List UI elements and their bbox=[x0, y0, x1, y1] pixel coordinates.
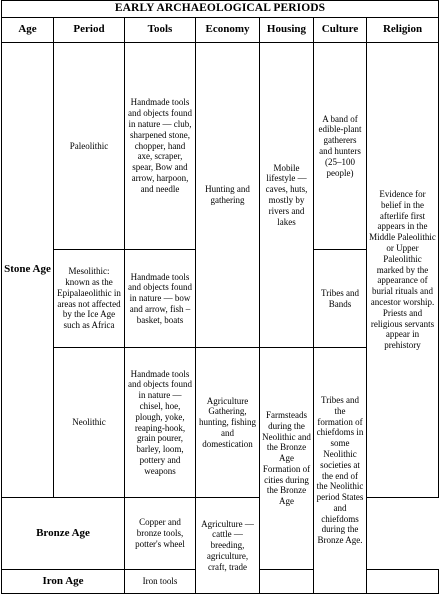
header-period: Period bbox=[54, 18, 125, 43]
cell-culture-mesolithic: Tribes and Bands bbox=[314, 250, 367, 348]
table-row-bronze-age bbox=[2, 498, 439, 570]
cell-religion: Evidence for belief in the afterlife first appears in the Middle Paleolithic or Upper Paleolithic marked by the appearance of burial rituals and ancestor worship. Priests and religious servants appear in prehistory bbox=[367, 43, 439, 498]
header-housing: Housing bbox=[260, 18, 314, 43]
cell-economy-bronze: Agriculture — cattle — breeding, agriculture, craft, trade bbox=[196, 498, 260, 594]
table-title: EARLY ARCHAEOLOGICAL PERIODS bbox=[2, 1, 439, 18]
periods-table bbox=[1, 0, 439, 594]
table-row-paleolithic bbox=[2, 43, 439, 250]
cell-tools-paleolithic: Handmade tools and objects found in nature — club, sharpened stone, chopper, hand axe, scraper, spear, Bow and arrow, harpoon, and needle bbox=[125, 43, 196, 250]
cell-culture-chiefdoms: Tribes and the formation of chiefdoms in some Neolithic societies at the end of the Neolithic period States and chiefdoms during the Bronze Age. bbox=[314, 348, 367, 594]
cell-housing-farmsteads: Farmsteads during the Neolithic and the Bronze Age Formation of cities during the Bronze Age bbox=[260, 348, 314, 570]
header-culture: Culture bbox=[314, 18, 367, 43]
cell-period-paleolithic: Paleolithic bbox=[54, 43, 125, 250]
cell-culture-paleolithic: A band of edible-plant gatherers and hunters (25–100 people) bbox=[314, 43, 367, 250]
archaeological-periods-document bbox=[1, 0, 438, 594]
cell-housing-iron bbox=[260, 570, 314, 594]
cell-tools-mesolithic: Handmade tools and objects found in nature — bow and arrow, fish – basket, boats bbox=[125, 250, 196, 348]
cell-age-bronze: Bronze Age bbox=[2, 498, 125, 570]
header-tools: Tools bbox=[125, 18, 196, 43]
header-row bbox=[2, 18, 439, 43]
header-age: Age bbox=[2, 18, 54, 43]
cell-period-neolithic: Neolithic bbox=[54, 348, 125, 498]
cell-housing-mobile: Mobile lifestyle — caves, huts, mostly by rivers and lakes bbox=[260, 43, 314, 348]
cell-age-iron: Iron Age bbox=[2, 570, 125, 594]
cell-period-mesolithic: Mesolithic: known as the Epipalaeolithic in areas not affected by the Ice Age such as Africa bbox=[54, 250, 125, 348]
cell-tools-neolithic: Handmade tools and objects found in nature — chisel, hoe, plough, yoke, reaping-hook, grain pourer, barley, loom, pottery and weapons bbox=[125, 348, 196, 498]
cell-religion-iron bbox=[367, 570, 439, 594]
cell-economy-neolithic: Agriculture Gathering, hunting, fishing and domestication bbox=[196, 348, 260, 498]
cell-economy-hunting: Hunting and gathering bbox=[196, 43, 260, 348]
header-economy: Economy bbox=[196, 18, 260, 43]
header-religion: Religion bbox=[367, 18, 439, 43]
cell-age-stone: Stone Age bbox=[2, 43, 54, 498]
cell-tools-bronze: Copper and bronze tools, potter's wheel bbox=[125, 498, 196, 570]
cell-tools-iron: Iron tools bbox=[125, 570, 196, 594]
